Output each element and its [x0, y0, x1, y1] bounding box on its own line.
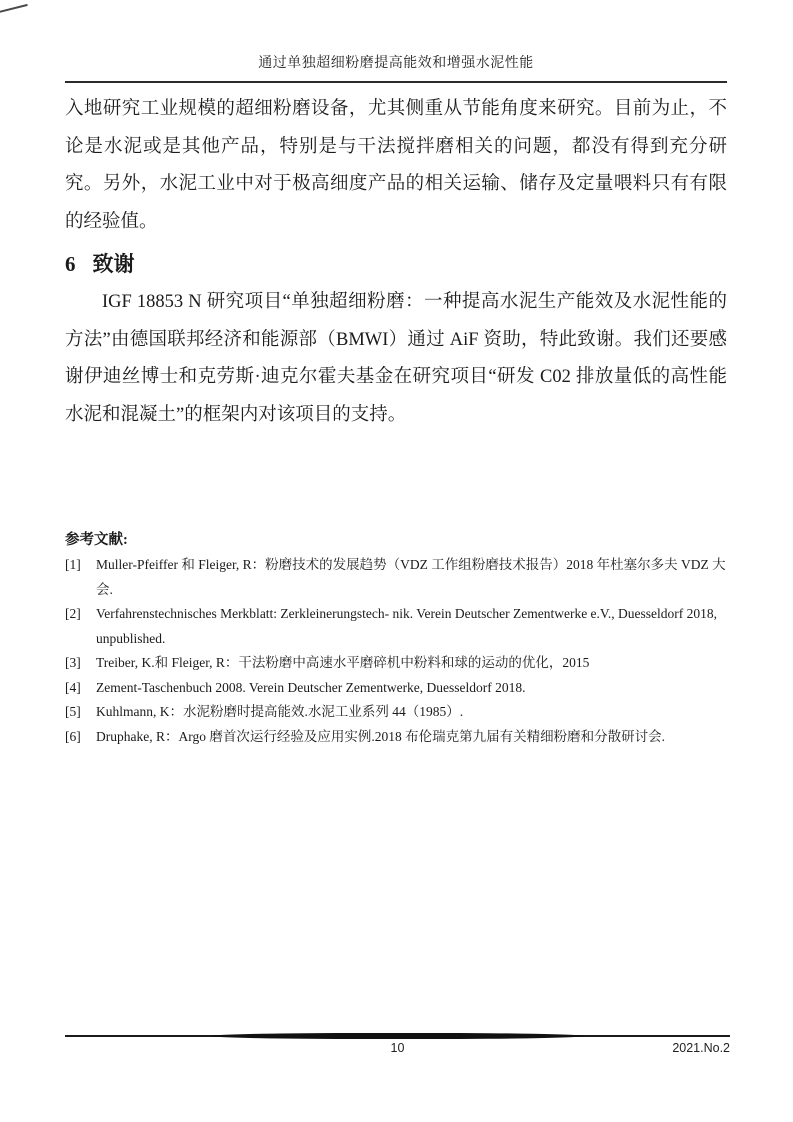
- running-header-title: 通过单独超细粉磨提高能效和增强水泥性能: [258, 56, 534, 71]
- reference-text: Muller-Pfeiffer 和 Fleiger, R：粉磨技术的发展趋势（VDZ 工作组粉磨技术报告）2018 年杜塞尔多夫 VDZ 大会.: [96, 557, 726, 597]
- reference-item: [65, 700, 727, 725]
- reference-text: Druphake, R：Argo 磨首次运行经验及应用实例.2018 布伦瑞克第九届有关精细粉磨和分散研讨会.: [96, 728, 665, 744]
- footer-rule-heavy: [211, 1033, 583, 1039]
- page-footer: [65, 1032, 730, 1057]
- header-rule: [65, 81, 727, 83]
- reference-item: [65, 676, 727, 701]
- issue-label: 2021.No.2: [672, 1041, 730, 1055]
- reference-marker: [2]: [65, 606, 81, 621]
- reference-item: [65, 651, 727, 676]
- reference-text: Kuhlmann, K：水泥粉磨时提高能效.水泥工业系列 44（1985）.: [96, 704, 464, 719]
- scan-artifact-line: [0, 4, 28, 14]
- footer-row: [65, 1040, 730, 1057]
- reference-text: Treiber, K.和 Fleiger, R：干法粉磨中高速水平磨碎机中粉料和球的运动的优化，2015: [96, 655, 590, 670]
- reference-list: [65, 553, 727, 749]
- body-paragraph-continuation: 入地研究工业规模的超细粉磨设备，尤其侧重从节能角度来研究。目前为止，不论是水泥或是其他产品，特别是与干法搅拌磨相关的问题，都没有得到充分研究。另外，水泥工业中对于极高细度产品的相关运输、储存及定量喂料只有有限的经验值。: [65, 99, 727, 232]
- reference-marker: [1]: [65, 557, 81, 572]
- footer-rule: [65, 1032, 730, 1039]
- reference-marker: [4]: [65, 679, 81, 695]
- section-number: 6: [65, 252, 76, 276]
- reference-item: [65, 602, 727, 651]
- reference-item: [65, 725, 727, 750]
- section-title: 致谢: [92, 252, 135, 276]
- reference-text: Verfahrenstechnisches Merkblatt: Zerkleinerungstech- nik. Verein Deutscher Zementwerke e.V., Duesseldorf 2018, unpublished.: [96, 606, 718, 646]
- reference-text: Zement-Taschenbuch 2008. Verein Deutscher Zementwerke, Duesseldorf 2018.: [96, 679, 526, 695]
- reference-item: [65, 553, 727, 602]
- reference-marker: [6]: [65, 728, 81, 744]
- reference-marker: [5]: [65, 704, 81, 719]
- references-heading: 参考文献:: [65, 532, 128, 548]
- page-number: 10: [390, 1041, 405, 1055]
- section-heading-acknowledgements: [65, 249, 727, 279]
- reference-marker: [3]: [65, 655, 81, 670]
- acknowledgements-paragraph: IGF 18853 N 研究项目“单独超细粉磨：一种提高水泥生产能效及水泥性能的方法”由德国联邦经济和能源部（BMWI）通过 AiF 资助，特此致谢。我们还要感谢伊迪丝博士和克劳斯·迪克尔霍夫基金在研究项目“研发 C02 排放量低的高性能水泥和混凝土”的框架内对该项目的支持。: [65, 292, 727, 425]
- page-content: [65, 0, 727, 749]
